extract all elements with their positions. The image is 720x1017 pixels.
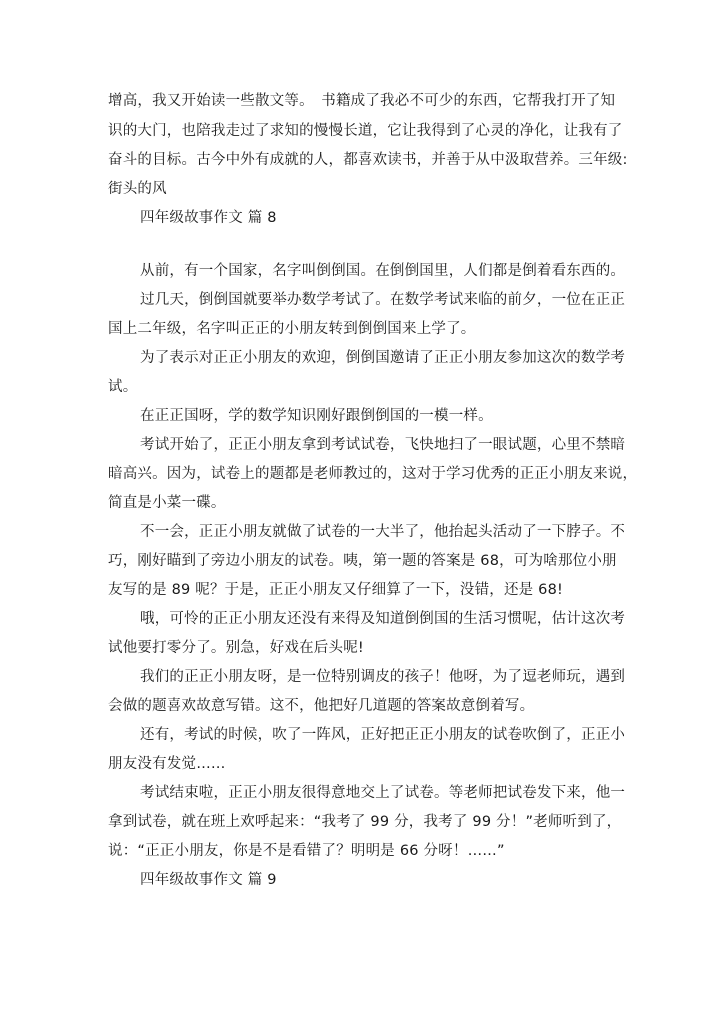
paragraph-line: 过几天，倒倒国就要举办数学考试了。在数学考试来临的前夕，一位在正正 bbox=[140, 292, 626, 308]
paragraph-line: 国上二年级，名字叫正正的小朋友转到倒倒国来上学了。 bbox=[108, 321, 476, 337]
paragraph-line: 朋友没有发觉…… bbox=[108, 756, 226, 772]
paragraph-line: 简直是小菜一碟。 bbox=[108, 495, 226, 511]
paragraph-line: 为了表示对正正小朋友的欢迎，倒倒国邀请了正正小朋友参加这次的数学考 bbox=[140, 350, 626, 366]
section-heading: 四年级故事作文 篇 8 bbox=[140, 210, 277, 226]
text-line: 奋斗的目标。古今中外有成就的人，都喜欢读书，并善于从中汲取营养。三年级: bbox=[108, 152, 628, 168]
paragraph-line: 考试结束啦，正正小朋友很得意地交上了试卷。等老师把试卷发下来，他一 bbox=[140, 785, 626, 801]
text-line: 增高，我又开始读一些散文等。 书籍成了我必不可少的东西，它帮我打开了知 bbox=[108, 93, 616, 109]
paragraph-line: 试他要打零分了。别急，好戏在后头呢! bbox=[108, 640, 364, 656]
paragraph-line: 考试开始了，正正小朋友拿到考试试卷，飞快地扫了一眼试题，心里不禁暗 bbox=[140, 437, 626, 453]
paragraph-line: 从前，有一个国家，名字叫倒倒国。在倒倒国里，人们都是倒着看东西的。 bbox=[140, 263, 626, 279]
section-heading: 四年级故事作文 篇 9 bbox=[140, 872, 277, 888]
paragraph-line: 友写的是 89 呢？于是，正正小朋友又仔细算了一下，没错，还是 68! bbox=[108, 582, 564, 598]
paragraph-line: 哦，可怜的正正小朋友还没有来得及知道倒倒国的生活习惯呢，估计这次考 bbox=[140, 611, 626, 627]
paragraph-line: 我们的正正小朋友呀，是一位特别调皮的孩子！他呀，为了逗老师玩，遇到 bbox=[140, 669, 626, 685]
paragraph-line: 拿到试卷，就在班上欢呼起来：“我考了 99 分，我考了 99 分！”老师听到了， bbox=[108, 814, 622, 830]
paragraph-line: 在正正国呀，学的数学知识刚好跟倒倒国的一模一样。 bbox=[140, 408, 493, 424]
paragraph-line: 还有，考试的时候，吹了一阵风，正好把正正小朋友的试卷吹倒了，正正小 bbox=[140, 727, 626, 743]
paragraph-line: 说：“正正小朋友，你是不是看错了？明明是 66 分呀！……” bbox=[108, 843, 505, 859]
paragraph-line: 巧，刚好瞄到了旁边小朋友的试卷。咦，第一题的答案是 68，可为啥那位小朋 bbox=[108, 553, 617, 569]
paragraph-line: 会做的题喜欢故意写错。这不，他把好几道题的答案故意倒着写。 bbox=[108, 698, 535, 714]
paragraph-line: 暗高兴。因为，试卷上的题都是老师教过的，这对于学习优秀的正正小朋友来说， bbox=[108, 466, 638, 482]
paragraph-line: 不一会，正正小朋友就做了试卷的一大半了，他抬起头活动了一下脖子。不 bbox=[140, 524, 626, 540]
paragraph-line: 试。 bbox=[108, 379, 138, 395]
text-line: 识的大门，也陪我走过了求知的慢慢长道，它让我得到了心灵的净化，让我有了 bbox=[108, 123, 623, 139]
text-line: 街头的风 bbox=[108, 181, 167, 197]
